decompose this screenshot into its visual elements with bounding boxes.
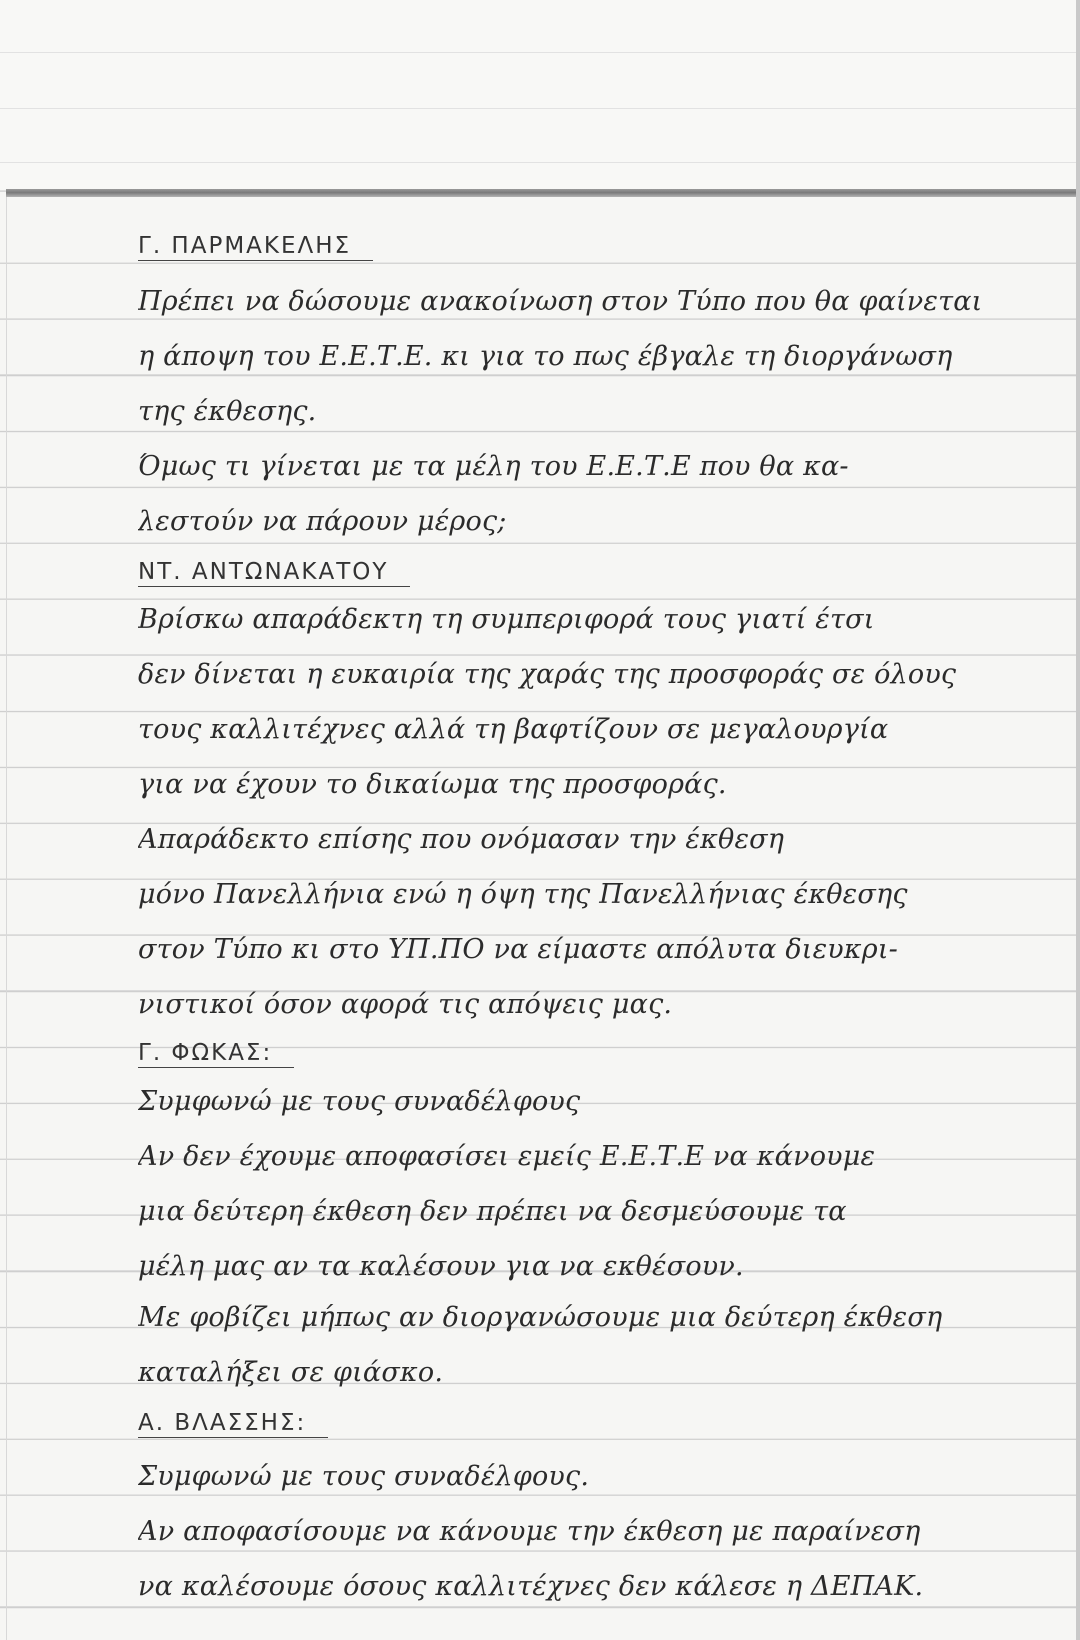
text-line: καταλήξει σε φιάσκο. <box>138 1357 444 1388</box>
text-line: δεν δίνεται η ευκαιρία της χαράς της προσφοράς σε όλους <box>138 659 957 690</box>
text-line: στον Τύπο κι στο ΥΠ.ΠΟ να είμαστε απόλυτα διευκρι- <box>138 934 898 965</box>
text-line: μια δεύτερη έκθεση δεν πρέπει να δεσμεύσουμε τα <box>138 1196 847 1227</box>
text-line: Συμφωνώ με τους συναδέλφους. <box>138 1461 590 1492</box>
text-line: μόνο Πανελλήνια ενώ η όψη της Πανελλήνιας έκθεσης <box>138 879 908 910</box>
text-line: η άποψη του Ε.Ε.Τ.Ε. κι για το πως έβγαλε τη διοργάνωση <box>138 341 953 372</box>
text-line: Συμφωνώ με τους συναδέλφους <box>138 1086 581 1117</box>
speaker-name: Γ. ΦΩΚΑΣ: <box>138 1033 1073 1073</box>
text-line: Με φοβίζει μήπως αν διοργανώσουμε μια δεύτερη έκθεση <box>138 1302 943 1333</box>
faint-rule <box>0 52 1080 53</box>
text-line: Απαράδεκτο επίσης που ονόμασαν την έκθεση <box>138 824 785 855</box>
page-header-area <box>0 0 1080 190</box>
faint-rule <box>0 108 1080 109</box>
text-line: νιστικοί όσον αφορά τις απόψεις μας. <box>138 989 673 1020</box>
speaker-name: Γ. ΠΑΡΜΑΚΕΛΗΣ <box>138 226 1073 266</box>
text-line: να καλέσουμε όσους καλλιτέχνες δεν κάλεσε η ΔΕΠΑΚ. <box>138 1571 924 1602</box>
left-margin-line <box>6 197 7 1640</box>
text-line: μέλη μας αν τα καλέσουν για να εκθέσουν. <box>138 1251 744 1282</box>
text-line: για να έχουν το δικαίωμα της προσφοράς. <box>138 769 727 800</box>
header-rule <box>6 189 1078 197</box>
page-edge <box>1076 0 1080 1640</box>
speaker-name: Α. ΒΛΑΣΣΗΣ: <box>138 1403 1073 1443</box>
speaker-name: ΝΤ. ΑΝΤΩΝΑΚΑΤΟΥ <box>138 552 1073 592</box>
text-line: τους καλλιτέχνες αλλά τη βαφτίζουν σε μεγαλουργία <box>138 714 889 745</box>
text-line: λεστούν να πάρουν μέρος; <box>138 506 507 537</box>
text-line: Όμως τι γίνεται με τα μέλη του Ε.Ε.Τ.Ε που θα κα- <box>138 451 849 482</box>
text-line: Βρίσκω απαράδεκτη τη συμπεριφορά τους γιατί έτσι <box>138 604 875 635</box>
text-line: Αν αποφασίσουμε να κάνουμε την έκθεση με παραίνεση <box>138 1516 921 1547</box>
text-line: Αν δεν έχουμε αποφασίσει εμείς Ε.Ε.Τ.Ε να κάνουμε <box>138 1141 876 1172</box>
text-line: Πρέπει να δώσουμε ανακοίνωση στον Τύπο που θα φαίνεται <box>138 286 983 317</box>
faint-rule <box>0 162 1080 163</box>
text-line: της έκθεσης. <box>138 396 317 427</box>
